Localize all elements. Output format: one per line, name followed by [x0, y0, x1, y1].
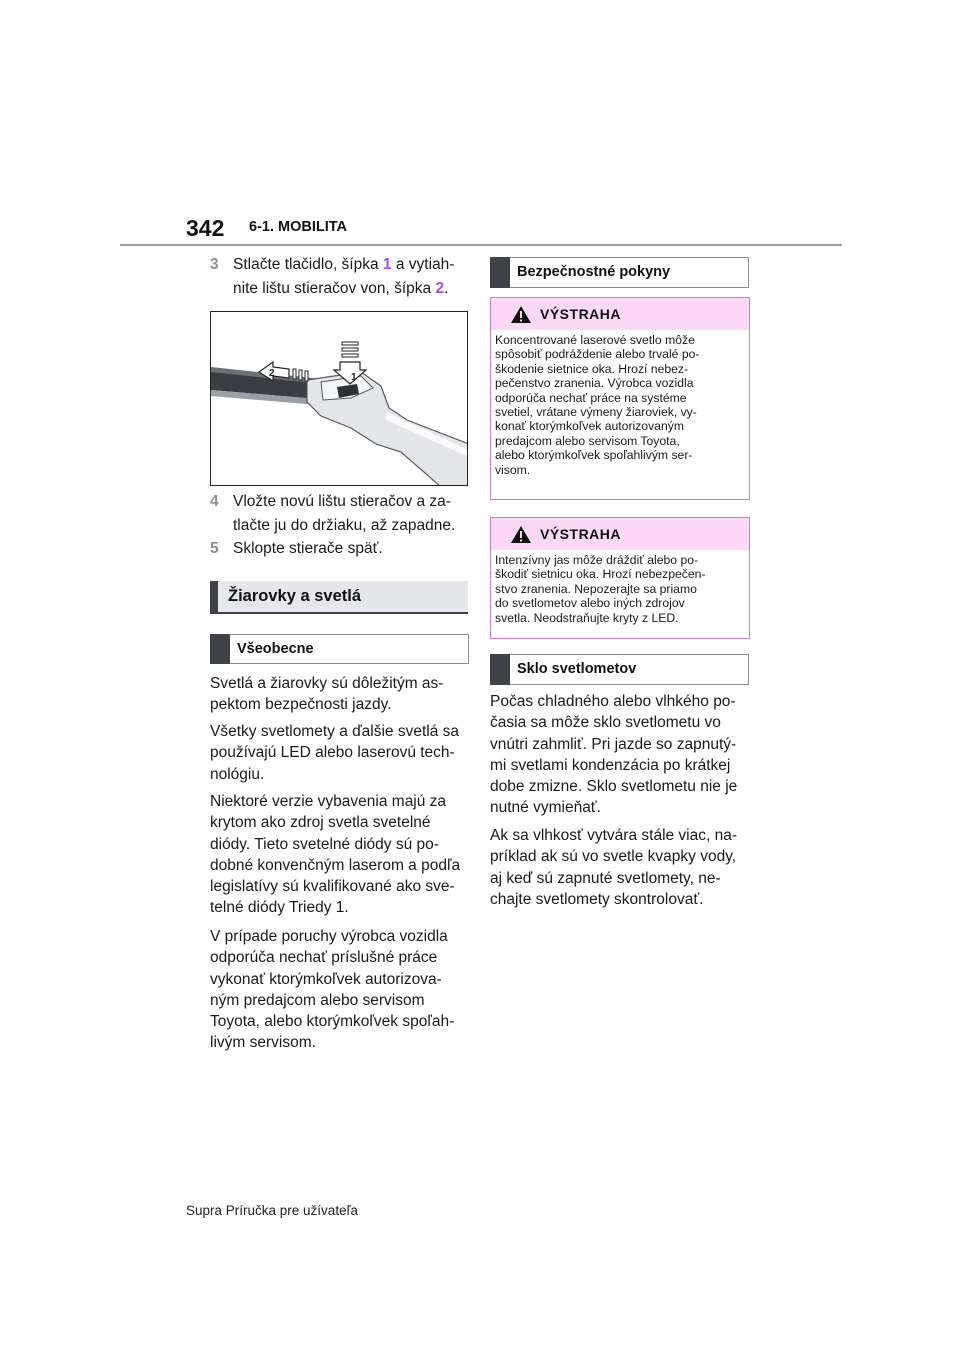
step-4: 4 Vložte novú lištu stieračov a za- tlačte ju do držiaku, až zapadne. [210, 490, 472, 538]
page-number: 342 [186, 215, 225, 241]
warning-triangle-icon [510, 305, 532, 324]
subheading-safety: Bezpečnostné pokyny [490, 257, 749, 288]
section-heading-lights: Žiarovky a svetlá [210, 581, 468, 614]
warning-triangle-icon [510, 525, 532, 544]
step-number: 3 [210, 256, 219, 273]
figure-label-1: 1 [351, 372, 357, 383]
paragraph: Počas chladného alebo vlhkého po- časia sa môže sklo svetlometu vo vnútri zahmliť. Pri jazde so zapnutý- mi svetlami kondenzácia po krátkej dobe zmizne. Sklo svetlometu nie je nutné vymieňať. [490, 693, 738, 817]
warning-title: VÝSTRAHA [540, 526, 622, 542]
step-number: 5 [210, 540, 219, 557]
warning-title: VÝSTRAHA [540, 306, 622, 322]
warning-box-laser [490, 297, 750, 500]
paragraph: V prípade poruchy výrobca vozidla odporúča nechať príslušné práce vykonať ktorýmkoľvek autorizova- ným predajcom alebo servisom Toyota, alebo ktorýmkoľvek spoľah- livým servisom. [210, 928, 455, 1052]
step-number: 4 [210, 493, 219, 510]
section-title: 6-1. MOBILITA [249, 219, 348, 235]
warning-text: Intenzívny jas môže dráždiť alebo po- škodiť sietnicu oka. Hrozí nebezpečen- stvo zranenia. Nepozerajte sa priamo do svetlometov alebo iných zdrojov svetla. Neodstraňujte kryty z LED. [491, 550, 749, 630]
subheading-headlight-glass: Sklo svetlometov [490, 654, 749, 685]
subheading-general: Všeobecne [210, 634, 469, 664]
warning-box-brightness [490, 517, 750, 639]
paragraph: Ak sa vlhkosť vytvára stále viac, na- príklad ak sú vo svetle kvapky vody, aj keď sú zapnuté svetlomety, ne- chajte svetlomety skontrolovať. [490, 827, 738, 908]
step-5: 5 Sklopte stierače späť. [210, 537, 472, 561]
paragraph: Svetlá a žiarovky sú dôležitým as- pektom bezpečnosti jazdy. [210, 675, 444, 714]
figure-label-2: 2 [269, 368, 275, 379]
wiper-blade-illustration [210, 311, 468, 486]
paragraph: Všetky svetlomety a ďalšie svetlá sa používajú LED alebo laserovú tech- nológiu. [210, 723, 460, 783]
footer-text: Supra Príručka pre užívateľa [186, 1203, 359, 1218]
arrow-label-1: 1 [382, 256, 392, 273]
header-divider [120, 244, 842, 246]
warning-text: Koncentrované laserové svetlo môže spôsobiť podráždenie alebo trvalé po- škodenie sietnice oka. Hrozí nebez- pečenstvo zranenia. Výrobca vozidla odporúča nechať práce na systéme svetiel, vrátane výmeny žiaroviek, vy- konať ktorýmkoľvek autorizovaným predajcom alebo servisom Toyota, alebo ktorýmkoľvek spoľahlivým ser- visom. [491, 330, 749, 482]
wiper-arm-image [211, 312, 468, 486]
arrow-label-2: 2 [435, 280, 445, 297]
step-3: 3 Stlačte tlačidlo, šípka 1 a vytiah- nite lištu stieračov von, šípka 2. [210, 253, 472, 301]
paragraph: Niektoré verzie vybavenia majú za krytom ako zdroj svetla svetelné diódy. Tieto svetelné diódy sú po- dobné konvenčným laserom a podľa legislatívy sú kvalifikované ako sve- telné diódy Triedy 1. [210, 793, 461, 917]
